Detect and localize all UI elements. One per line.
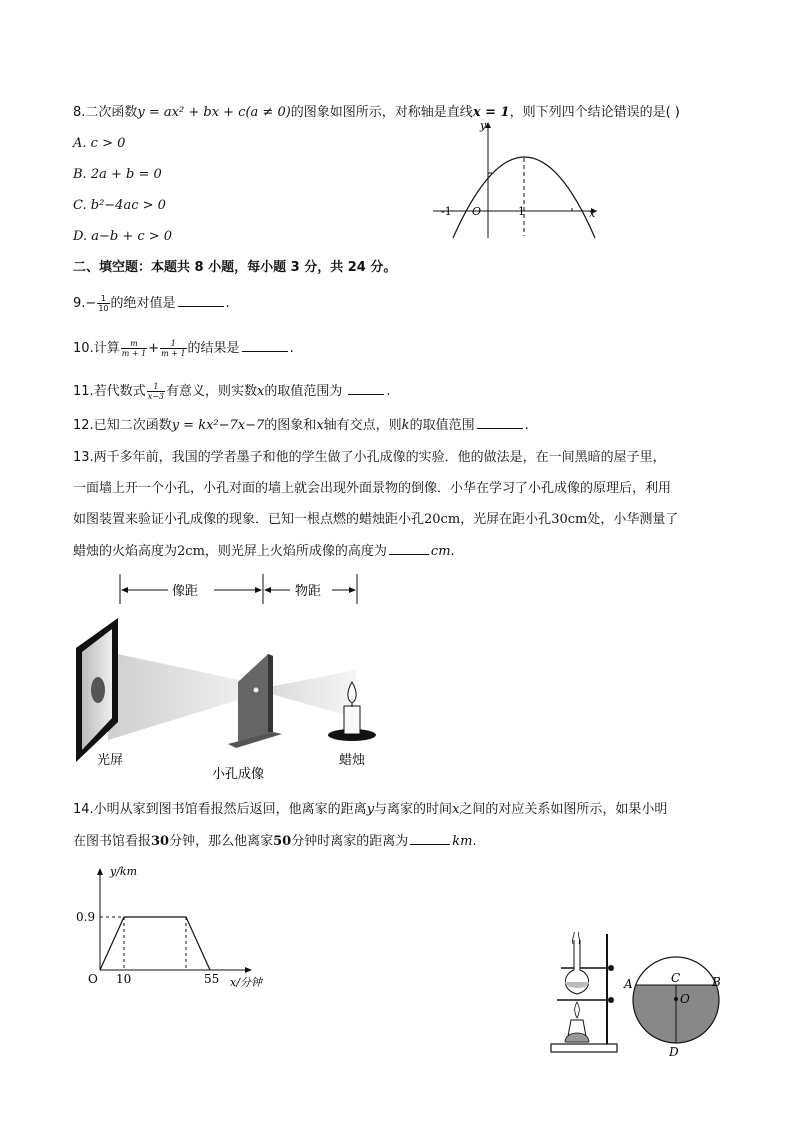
q13-end: .: [450, 544, 455, 559]
q13-line-3b: ，光屏在距小孔: [460, 512, 552, 527]
q14-value-50: 50: [273, 834, 292, 849]
q14-line-2a: 在图书馆看报: [73, 834, 152, 849]
pinhole: [254, 688, 259, 693]
q11-frac-den: x−3: [147, 392, 165, 401]
q10-f1-den: m + 1: [121, 349, 147, 358]
graph-one: 1: [518, 205, 525, 218]
q14-line-1: [73, 801, 667, 819]
stand-base: [551, 1044, 617, 1052]
x-axis-arrow-icon: [245, 967, 252, 973]
q8-parabola-graph: [425, 118, 605, 243]
candle-body: [344, 706, 360, 734]
question-11: [73, 382, 391, 401]
graph-x-label: x/分钟: [230, 976, 262, 989]
q13-value-30: 30cm: [551, 512, 588, 527]
q14-distance-time-graph: [72, 858, 282, 993]
q8-option-a: A. c > 0: [73, 136, 126, 151]
q8-option-d: D. a−b + c > 0: [73, 229, 173, 244]
graph-y-tick-0.9: 0.9: [76, 910, 96, 924]
q8-number: 8.: [73, 105, 86, 120]
center-point: [674, 997, 678, 1001]
q10-text: 的结果是: [187, 341, 240, 356]
q11-text: 的取值范围为: [264, 384, 343, 399]
q8-expression: y = ax² + bx + c(a ≠ 0): [137, 105, 291, 120]
clamp-knob-icon: [608, 965, 614, 971]
label-object-distance: 物距: [295, 584, 322, 599]
q8-text-mid: 的图象如图所示，对称轴是直线: [290, 105, 473, 120]
q8-option-c: C. b²−4ac > 0: [73, 198, 166, 213]
q13-unit: cm: [430, 544, 451, 559]
graph-y-label: y/km: [110, 865, 138, 878]
label-pinhole: 小孔成像: [212, 767, 265, 782]
q11-fraction: [147, 382, 165, 401]
q14-line-2b: 分钟，那么他离家: [169, 834, 274, 849]
q12-var: x: [316, 418, 324, 433]
arrow-right-icon: [349, 587, 356, 593]
q12-text: 的取值范围: [409, 418, 475, 433]
graph-x-tick-55: 55: [204, 972, 220, 986]
q14-line-1a: 14.小明从家到图书馆看报然后返回，他离家的距离: [73, 802, 367, 817]
q11-text-pre: 若代数式: [93, 384, 146, 399]
arrow-left-icon: [264, 587, 271, 593]
q14-value-30: 30: [151, 834, 170, 849]
q8-text-post: ，则下列四个结论错误的是( ): [509, 105, 680, 120]
q12-expression: y = kx²−7x−7: [171, 418, 265, 433]
q10-end: .: [289, 341, 294, 356]
q13-line-3: [73, 511, 678, 529]
q9-fraction: [97, 294, 109, 313]
q9-minus: −: [85, 296, 97, 311]
pinhole-imaging-figure: [68, 572, 388, 784]
section-fill-in-header: 二、填空题：本题共 8 小题，每小题 3 分，共 24 分。: [73, 260, 397, 275]
graph-neg-one: -1: [441, 205, 452, 218]
graph-x-tick-10: 10: [116, 972, 132, 986]
q9-number: 9.: [73, 296, 86, 311]
circle-figure: [620, 952, 730, 1060]
q11-end: .: [386, 384, 391, 399]
question-12: [73, 416, 529, 435]
q14-line-1b: 与离家的时间: [374, 802, 453, 817]
question-10: [73, 339, 294, 358]
q13-line-4b: ，则光屏上火焰所成像的高度为: [204, 544, 387, 559]
label-O: O: [680, 992, 690, 1006]
q11-number: 11.: [73, 384, 94, 399]
q9-answer-blank[interactable]: [178, 294, 224, 307]
q12-end: .: [524, 418, 529, 433]
label-D: D: [669, 1045, 679, 1059]
q13-answer-blank[interactable]: [389, 542, 429, 555]
q13-line-4a: 蜡烛的火焰高度为: [73, 544, 178, 559]
q8-axis: x = 1: [472, 105, 510, 120]
q9-frac-num: 1: [97, 294, 109, 304]
q11-frac-num: 1: [147, 382, 165, 392]
label-image-distance: 像距: [172, 584, 199, 599]
label-screen: 光屏: [97, 753, 124, 768]
graph-origin: O: [472, 205, 482, 218]
graph-y-label: y: [480, 119, 487, 132]
inverted-flame-image: [91, 677, 105, 703]
light-beam-candle: [264, 670, 356, 718]
q14-answer-blank[interactable]: [410, 832, 450, 845]
q9-text: 的绝对值是: [110, 296, 176, 311]
graph-origin: O: [88, 972, 98, 986]
q9-frac-den: 10: [98, 304, 109, 313]
q8-text-pre: 二次函数: [85, 105, 138, 120]
q11-answer-blank[interactable]: [348, 382, 384, 395]
question-9: [73, 294, 230, 313]
lamp-flame: [575, 1002, 580, 1018]
q10-f2-num: 1: [160, 339, 186, 349]
label-B: B: [712, 975, 721, 989]
q12-number: 12.: [73, 418, 94, 433]
arrow-left-icon: [121, 587, 128, 593]
q10-answer-blank[interactable]: [242, 339, 288, 352]
q13-line-1: 13.两千多年前，我国的学者墨子和他的学生做了小孔成像的实验．他的做法是，在一间黑暗的屋子里，: [73, 450, 666, 465]
q14-x: x: [452, 802, 460, 817]
graph-x-label: x: [589, 207, 596, 220]
q12-k: k: [401, 418, 410, 433]
q14-line-2c: 分钟时离家的距离为: [291, 834, 409, 849]
q13-line-2: 一面墙上开一个小孔，小孔对面的墙上就会出现外面景物的倒像．小华在学习了小孔成像的原理后，利用: [73, 481, 672, 496]
light-beam-screen: [108, 652, 258, 740]
q10-fraction-1: [121, 339, 147, 358]
q13-value-20: 20cm: [424, 512, 461, 527]
q14-end: .: [472, 834, 477, 849]
label-A: A: [624, 977, 633, 991]
arrow-right-icon: [255, 587, 262, 593]
q13-line-3a: 如图装置来验证小孔成像的现象．已知一根点燃的蜡烛距小孔: [73, 512, 425, 527]
q12-answer-blank[interactable]: [477, 416, 523, 429]
q13-line-3c: 处，小华测量了: [587, 512, 679, 527]
clamp-knob-icon: [608, 997, 614, 1003]
q11-var: x: [257, 384, 265, 399]
q10-f2-den: m + 1: [161, 349, 186, 358]
q12-text-pre: 已知二次函数: [93, 418, 172, 433]
parabola-curve: [453, 157, 595, 238]
q10-fraction-2: [160, 339, 186, 358]
q8-option-b: B. 2a + b = 0: [73, 167, 162, 182]
q14-unit: km: [452, 834, 473, 849]
q10-text-pre: 计算: [93, 341, 120, 356]
y-axis-arrow-icon: [97, 868, 103, 875]
q14-line-1c: 之间的对应关系如图所示，如果小明: [459, 802, 668, 817]
q11-text-mid: 有意义，则实数: [166, 384, 258, 399]
q9-end: .: [225, 296, 230, 311]
q10-f1-num: m: [121, 339, 147, 349]
q13-value-2: 2cm: [177, 544, 205, 559]
q13-line-4: [73, 542, 455, 561]
q14-line-2: [73, 832, 477, 851]
distance-polyline: [100, 917, 210, 970]
lab-apparatus-figure: [545, 930, 625, 1058]
q14-y: y: [366, 802, 375, 817]
q10-number: 10.: [73, 341, 94, 356]
q12-text-mid: 的图象和: [264, 418, 317, 433]
label-C: C: [671, 971, 681, 985]
pinhole-board: [238, 654, 273, 744]
label-candle: 蜡烛: [339, 753, 366, 768]
q12-text-mid2: 轴有交点，则: [323, 418, 402, 433]
q10-plus: +: [148, 341, 160, 356]
